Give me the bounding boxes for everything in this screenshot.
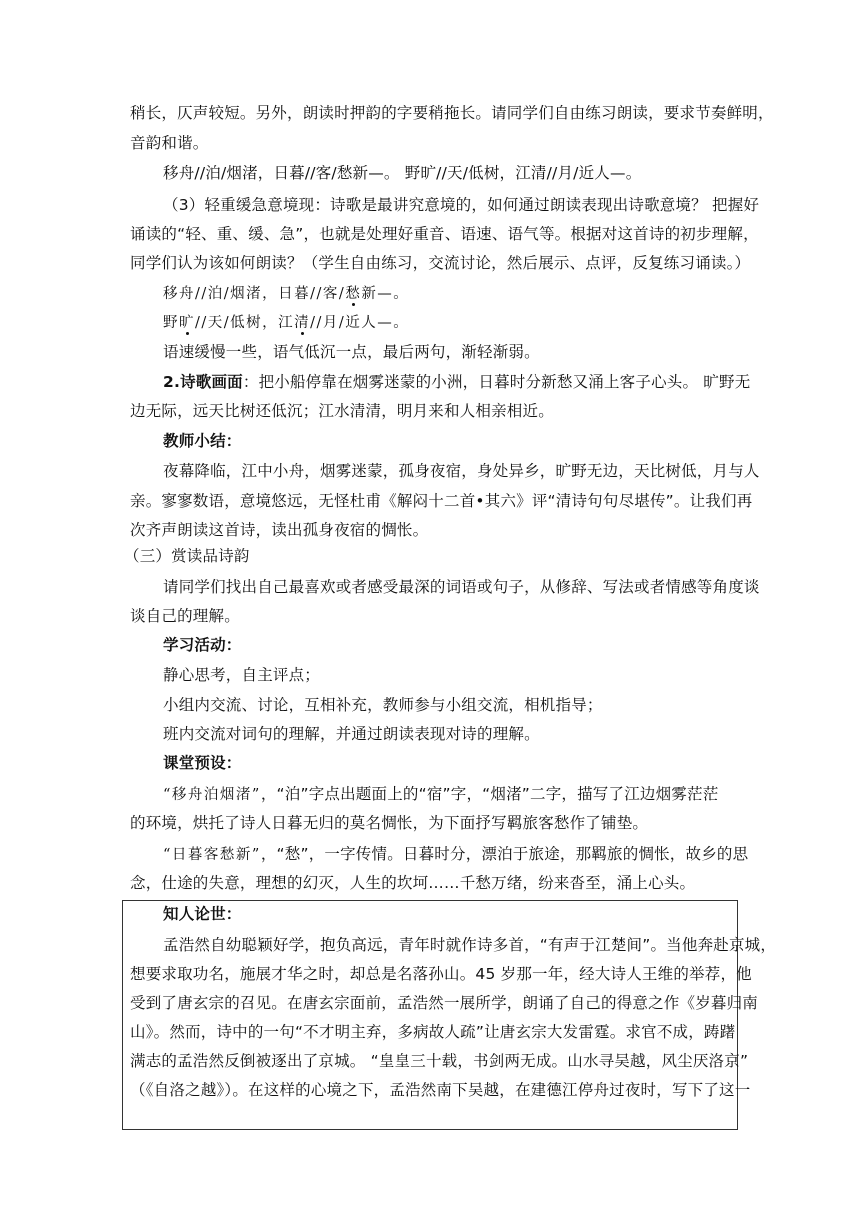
paragraph-line: 静心思考，自主评点； [163, 666, 321, 684]
kaiti-rhythm-line-1 [163, 283, 773, 305]
paragraph-line: 的环境，烘托了诗人日暮无归的莫名惆怅，为下面抒写羁旅客愁作了铺垫。 [130, 814, 649, 832]
paragraph-line: （3）轻重缓急意境现：诗歌是最讲究意境的，如何通过朗读表现出诗歌意境？ 把握好 [163, 196, 760, 214]
paragraph-line: 请同学们找出自己最喜欢或者感受最深的词语或句子，从修辞、写法或者情感等角度谈 [163, 578, 760, 596]
paragraph-line: 稍长，仄声较短。另外，朗读时押韵的字要稍拖长。请同学们自由练习朗读，要求节奏鲜明， [130, 104, 774, 122]
paragraph-line: 次齐声朗读这首诗，读出孤身夜宿的惆怅。 [130, 521, 429, 539]
paragraph-line [163, 783, 773, 806]
paragraph-line: 音韵和谐。 [130, 134, 209, 152]
kai-text: //天/低树，江 [195, 315, 295, 331]
paragraph-line: 受到了唐玄宗的召见。在唐玄宗面前，孟浩然一展所学，朗诵了自己的得意之作《岁暮归南 [130, 994, 759, 1012]
kai-text: 移舟//泊/烟渚，日暮//客/ [163, 286, 346, 302]
paragraph-line: 边无际，远天比树还低沉；江水清清，明月来和人相亲相近。 [130, 402, 554, 420]
preset-heading: 课堂预设： [163, 754, 242, 772]
section-label: 2.诗歌画面 [163, 373, 243, 391]
paragraph-line: 语速缓慢一些，语气低沉一点，最后两句，渐轻渐弱。 [163, 343, 540, 361]
paragraph-line: 满志的孟浩然反倒被逐出了京城。 “皇皇三十载，书剑两无成。山水寻吴越，风尘厌洛京” [130, 1052, 749, 1070]
paragraph-line: 夜幕降临，江中小舟，烟雾迷蒙，孤身夜宿，身处异乡，旷野无边，天比树低，月与人 [163, 462, 760, 480]
paragraph-line: 小组内交流、讨论，互相补充，教师参与小组交流，相机指导； [163, 696, 603, 714]
paragraph-line [163, 843, 773, 866]
stressed-char: 旷 [179, 315, 195, 331]
stressed-char: 清 [294, 315, 311, 331]
box-heading: 知人论世： [163, 905, 242, 923]
paragraph-line: 山》。然而，诗中的一句“不才明主弃，多病故人疏”让唐玄宗大发雷霆。求官不成，踌躇 [130, 1023, 736, 1041]
rhythm-line: 移舟//泊/烟渚，日暮//客/愁新—。 野旷//天/低树，江清//月/近人—。 [163, 164, 642, 182]
paragraph-line: （《自洛之越》）。在这样的心境之下，孟浩然南下吴越，在建德江停舟过夜时，写下了这一 [130, 1081, 751, 1099]
paragraph-line: 谈自己的理解。 [130, 607, 240, 625]
kai-text: 野 [163, 315, 179, 331]
kaiti-rhythm-line-2 [163, 312, 773, 334]
paragraph-line: 孟浩然自幼聪颖好学，抱负高远，青年时就作诗多首，“有声于江楚间”。当他奔赴京城， [163, 936, 777, 954]
paragraph-text: ：把小船停靠在烟雾迷蒙的小洲，日暮时分新愁又涌上客子心头。 旷野无 [242, 373, 751, 391]
paragraph-line: 念，仕途的失意，理想的幻灭，人生的坎坷……千愁万绪，纷来沓至，涌上心头。 [130, 874, 696, 892]
quoted-verse: “日暮客愁新” [163, 847, 261, 863]
kai-text: 新—。 [361, 286, 410, 302]
summary-heading: 教师小结： [163, 432, 242, 450]
activity-heading: 学习活动： [163, 636, 242, 654]
paragraph-line: 亲。寥寥数语，意境悠远，无怪杜甫《解闷十二首•其六》评“清诗句句尽堪传”。让我们再 [130, 492, 753, 510]
paragraph-line [163, 371, 773, 393]
paragraph-line: 想要求取功名，施展才华之时，却总是名落孙山。45 岁那一年，经大诗人王维的举荐，他 [130, 965, 752, 983]
quoted-verse: “移舟泊烟渚” [163, 787, 261, 803]
paragraph-text: ，“愁”，一字传情。日暮时分，漂泊于旅途，那羁旅的惆怅，故乡的思 [260, 845, 749, 863]
section-heading: （三）赏读品诗韵 [124, 547, 250, 565]
paragraph-line: 同学们认为该如何朗读？（学生自由练习，交流讨论，然后展示、点评，反复练习诵读。） [130, 254, 751, 272]
paragraph-text: ，“泊”字点出题面上的“宿”字，“烟渚”二字，描写了江边烟雾茫茫 [260, 785, 719, 803]
kai-text: //月/近人—。 [310, 315, 410, 331]
stressed-char: 愁 [345, 286, 362, 302]
paragraph-line: 班内交流对词句的理解，并通过朗读表现对诗的理解。 [163, 725, 540, 743]
paragraph-line: 诵读的“轻、重、缓、急”，也就是处理好重音、语速、语气等。根据对这首诗的初步理解， [130, 225, 759, 243]
